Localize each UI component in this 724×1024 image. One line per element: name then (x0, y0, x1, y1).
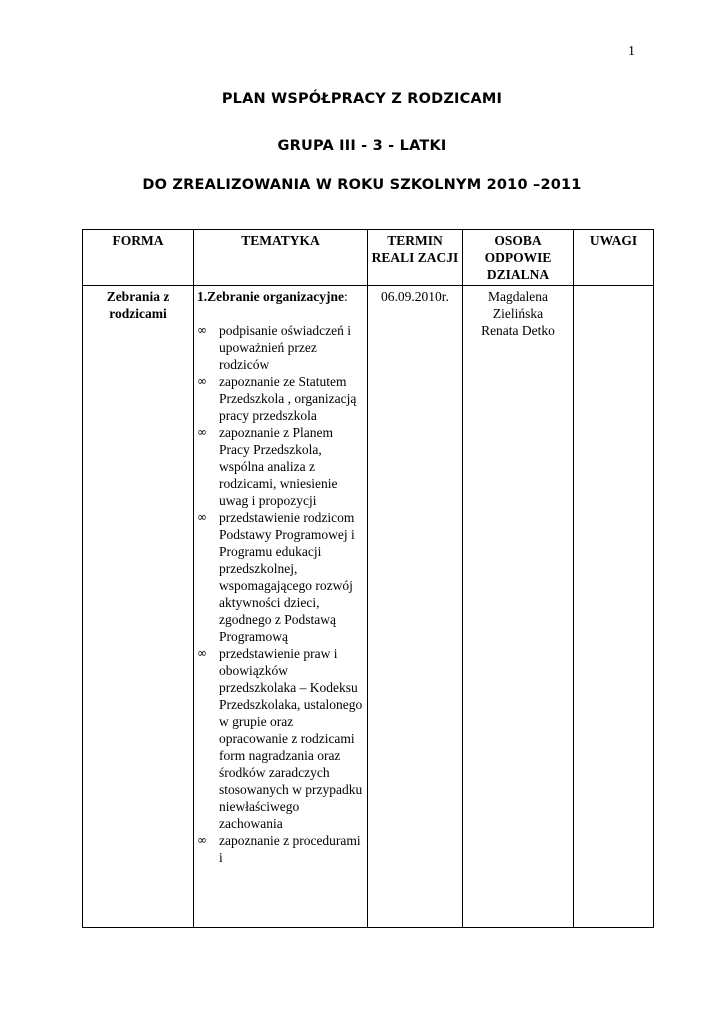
list-item-text: zapoznanie z Planem Pracy Przedszkola, wspólna analiza z rodzicami, wniesienie uwag i propozycji (219, 425, 338, 508)
cell-tematyka (194, 286, 368, 928)
list-item-text: podpisanie oświadczeń i upoważnień przez rodziców (219, 323, 351, 372)
responsible-person: Renata Detko (481, 323, 555, 338)
list-item-text: zapoznanie z procedurami i (219, 833, 361, 865)
header-termin: TERMIN REALI ZACJI (368, 230, 463, 286)
list-item (197, 645, 364, 832)
responsible-person: Zielińska (492, 306, 544, 321)
list-item (197, 424, 364, 509)
responsible-person: Magdalena (488, 289, 548, 304)
cell-forma: Zebrania z rodzicami (83, 286, 194, 928)
header-tematyka: TEMATYKA (194, 230, 368, 286)
list-item (197, 373, 364, 424)
topic-items-list (197, 322, 364, 866)
list-item (197, 509, 364, 645)
document-title: PLAN WSPÓŁPRACY Z RODZICAMI (221, 91, 503, 107)
list-item-text: przedstawienie rodzicom Podstawy Programowej i Programu edukacji przedszkolnej, wspomagającego rozwój aktywności dzieci, zgodnego z Podstawą Programową (219, 510, 355, 644)
cell-termin: 06.09.2010r. (368, 286, 463, 928)
group-subtitle: GRUPA III - 3 - LATKI (277, 138, 447, 154)
infinity-bullet-icon: ∞ (197, 374, 207, 388)
list-item-text: przedstawienie praw i obowiązków przedszkolaka – Kodeksu Przedszkolaka, ustalonego w grupie oraz opracowanie z rodzicami form nagradzania oraz środków zaradczych stosowanych w przypadku niewłaściwego zachowania (219, 646, 363, 831)
infinity-bullet-icon: ∞ (197, 510, 207, 524)
table-header-row (83, 230, 654, 286)
header-osoba: OSOBA ODPOWIE DZIALNA (463, 230, 574, 286)
header-uwagi: UWAGI (574, 230, 654, 286)
infinity-bullet-icon: ∞ (197, 833, 207, 847)
list-item (197, 322, 364, 373)
infinity-bullet-icon: ∞ (197, 646, 207, 660)
header-forma: FORMA (83, 230, 194, 286)
infinity-bullet-icon: ∞ (197, 425, 207, 439)
topic-title: 1.Zebranie organizacyjne (197, 289, 344, 304)
cooperation-plan-table (82, 229, 654, 928)
topic-title-suffix: : (343, 289, 348, 304)
list-item (197, 832, 364, 866)
topic-heading (197, 288, 364, 305)
cell-uwagi (574, 286, 654, 928)
cell-osoba (463, 286, 574, 928)
page-number: 1 (628, 44, 635, 59)
infinity-bullet-icon: ∞ (197, 323, 207, 337)
school-year-subtitle: DO ZREALIZOWANIA W ROKU SZKOLNYM 2010 –2011 (142, 177, 582, 193)
table-row (83, 286, 654, 928)
list-item-text: zapoznanie ze Statutem Przedszkola , organizacją pracy przedszkola (219, 374, 357, 423)
